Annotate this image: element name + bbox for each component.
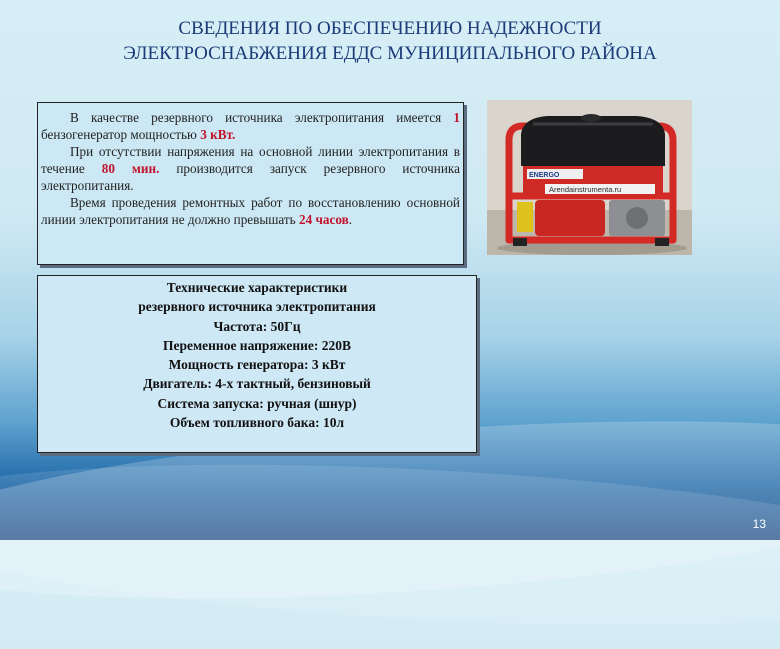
spec-frequency: Частота: 50Гц [213,318,301,334]
repair-time: 24 часов [299,212,349,227]
slide-title-line2: ЭЛЕКТРОСНАБЖЕНИЯ ЕДДС МУНИЦИПАЛЬНОГО РАЙОНА [123,43,657,64]
spec-voltage: Переменное напряжение: 220В [162,337,352,353]
specs-heading: Технические характеристики [166,280,348,295]
specs-subheading: резервного источника электропитания [138,299,376,315]
generator-photo [487,100,692,255]
generator-count: 1 [453,110,460,125]
slide-title [0,16,780,66]
info-paragraph-1: В качестве резервного источника электропитания имеется 1 бензогенератор мощностью 3 кВт. [41,110,460,142]
specifications-box [37,275,477,453]
spec-fuel-tank: Объем топливного бака: 10л [169,415,345,431]
generator-brand: ENERGO [529,172,560,179]
generator-image [487,100,692,255]
page-number: 13 [752,517,766,531]
switchover-time: 80 мин. [101,161,160,176]
generator-power: 3 кВт. [200,127,236,142]
spec-engine: Двигатель: 4-х тактный, бензиновый [143,376,371,392]
backup-power-info-box [37,102,464,265]
slide-title-line1: СВЕДЕНИЯ ПО ОБЕСПЕЧЕНИЮ НАДЕЖНОСТИ [178,18,602,39]
info-paragraph-3: Время проведения ремонтных работ по восстановлению основной линии электропитания не должно превышать 24 часов. [41,195,460,227]
spec-power: Мощность генератора: 3 кВт [168,357,346,373]
watermark-text: Arendainstrumenta.ru [549,185,622,194]
info-paragraph-2: При отсутствии напряжения на основной линии электропитания в течение 80 мин. производится запуск резервного источника электропитания. [41,144,460,193]
spec-start-system: Система запуска: ручная (шнур) [157,395,357,411]
